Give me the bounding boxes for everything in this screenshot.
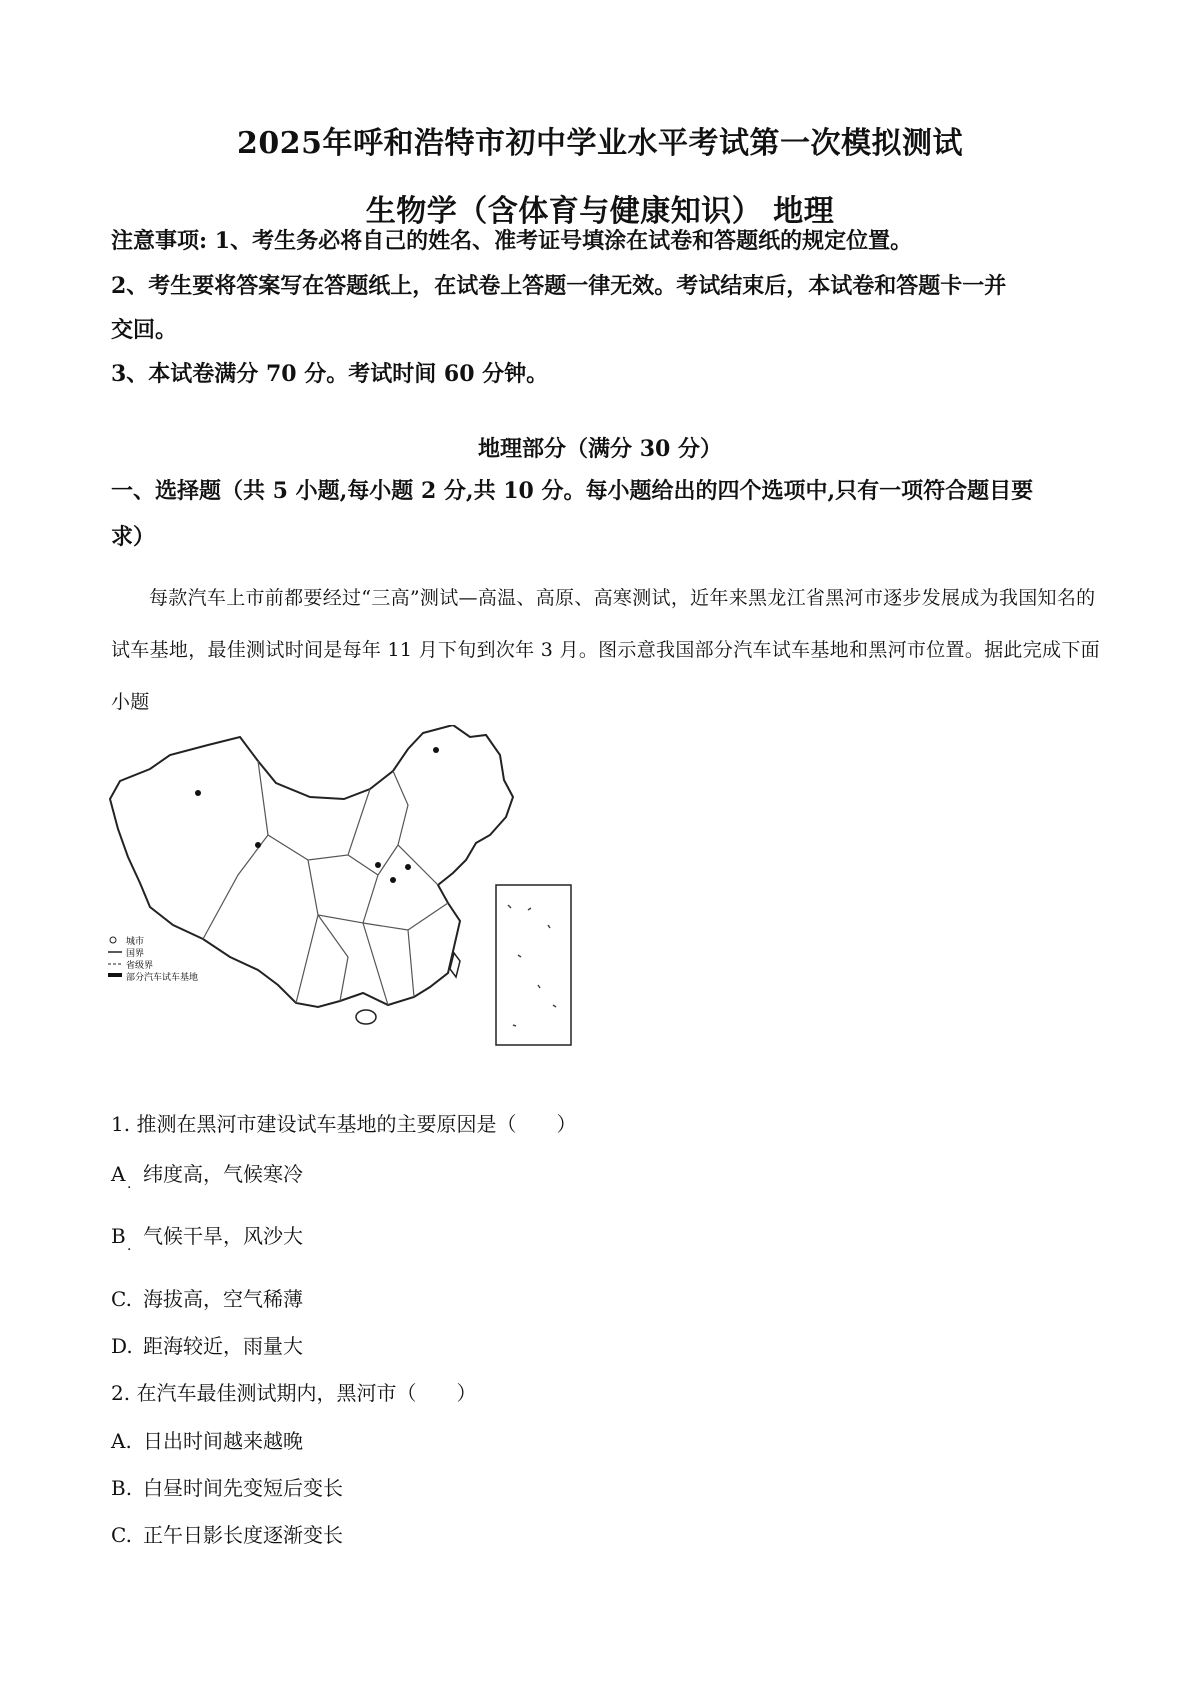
legend-city-label: 城市 [126,937,145,947]
question-1-option-b[interactable] [111,1220,303,1249]
question-2-option-b[interactable] [111,1472,343,1501]
test-base-marker [195,790,201,796]
option-label: C. [111,1287,132,1311]
option-label: B [111,1224,126,1248]
question-1-stem: 1. 推测在黑河市建设试车基地的主要原因是（ ） [111,1112,577,1136]
option-label: A. [111,1429,132,1453]
option-text: 白昼时间先变短后变长 [143,1476,343,1500]
intro-paragraph: 每款汽车上市前都要经过“三高”测试—高温、高原、高寒测试，近年来黑龙江省黑河市逐步发展成为我国知名的试车基地，最佳测试时间是每年 11 月下旬到次年 3 月。图示意我国部分汽车试车基地和黑河市位置。据此完成下面小题 [111,587,1100,713]
south-china-sea-inset [496,885,571,1045]
part-one-heading: 一、选择题（共 5 小题,每小题 2 分,共 10 分。每小题给出的四个选项中,只有一项符合题目要 [111,478,1034,504]
question-1-option-c[interactable] [111,1283,303,1312]
scan-dot: · [127,1180,132,1196]
section-title: 地理部分（满分 30 分） [478,436,722,462]
option-text: 日出时间越来越晚 [143,1429,303,1453]
question-2-option-a[interactable] [111,1425,303,1454]
legend-city-icon [110,937,116,943]
note-line-2-cont: 交回。 [111,317,178,343]
test-base-marker [255,842,261,848]
part-one-heading-cont: 求） [111,524,156,550]
option-label: D. [111,1334,133,1358]
test-base-marker [375,862,381,868]
question-1-option-d[interactable] [111,1330,303,1359]
exam-subtitle: 生物学（含体育与健康知识） 地理 [365,194,835,229]
hainan-island [356,1010,376,1024]
option-label: B. [111,1476,133,1500]
legend-test-base-label: 部分汽车试车基地 [126,973,199,983]
question-1-option-a[interactable] [111,1158,303,1187]
china-outline [110,725,513,1007]
option-label: C. [111,1523,132,1547]
option-text: 正午日影长度逐渐变长 [143,1523,343,1547]
china-map-figure [108,725,628,1075]
note-line-1: 注意事项: 1、考生务必将自己的姓名、准考证号填涂在试卷和答题纸的规定位置。 [111,228,913,254]
inset-islands [508,905,556,1026]
legend-national-border-label: 国界 [126,949,145,959]
legend-province-border-label: 省级界 [126,961,154,971]
test-base-marker [405,864,411,870]
option-text: 海拔高，空气稀薄 [143,1287,303,1311]
question-2-option-c[interactable] [111,1519,343,1548]
option-text: 气候干旱，风沙大 [143,1224,303,1248]
option-text: 距海较近，雨量大 [143,1334,303,1358]
option-text: 纬度高，气候寒冷 [143,1162,303,1186]
test-base-marker [433,747,439,753]
option-label: A [111,1162,126,1186]
legend-test-base-icon [108,973,122,977]
note-line-2: 2、考生要将答案写在答题纸上，在试卷上答题一律无效。考试结束后，本试卷和答题卡一并 [111,273,1007,299]
exam-title: 2025年呼和浩特市初中学业水平考试第一次模拟测试 [237,126,963,161]
question-2-stem: 2. 在汽车最佳测试期内，黑河市（ ） [111,1381,477,1405]
note-line-3: 3、本试卷满分 70 分。考试时间 60 分钟。 [111,361,549,387]
test-base-marker [390,877,396,883]
scan-dot: · [127,1242,132,1258]
